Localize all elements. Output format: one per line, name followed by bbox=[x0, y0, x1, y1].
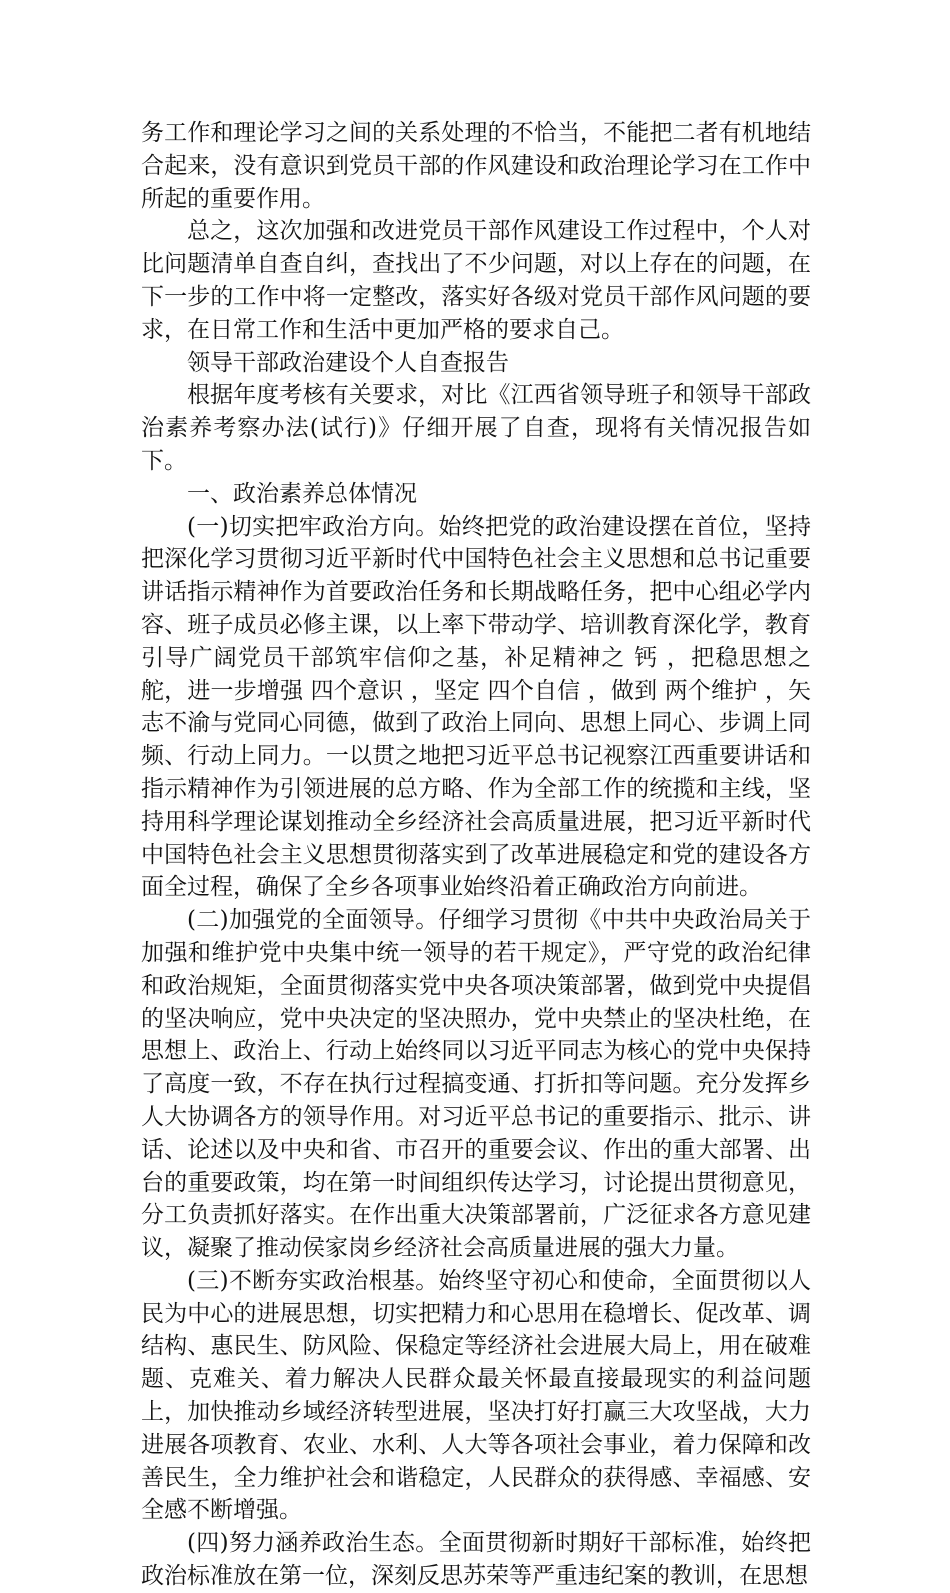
paragraph-item-1: (一)切实把牢政治方向。始终把党的政治建设摆在首位，坚持把深化学习贯彻习近平新时代中国特色社会主义思想和总书记重要讲话指示精神作为首要政治任务和长期战略任务，把中心组必学内容、班子成员必修主课，以上率下带动学、培训教育深化学，教育引导广阔党员干部筑牢信仰之基，补足精神之 钙 ，把稳思想之舵，进一步增强 四个意识 ，坚定 四个自信 ，做到 两个维护 ，矢志不渝与党同心同德，做到了政治上同向、思想上同心、步调上同频、行动上同力。一以贯之地把习近平总书记视察江西重要讲话和指示精神作为引领进展的总方略、作为全部工作的统揽和主线，坚持用科学理论谋划推动全乡经济社会高质量进展，把习近平新时代中国特色社会主义思想贯彻落实到了改革进展稳定和党的建设各方面全过程，确保了全乡各项事业始终沿着正确政治方向前进。 bbox=[141, 513, 811, 901]
paragraph-continuation: 务工作和理论学习之间的关系处理的不恰当，不能把二者有机地结合起来，没有意识到党员干部的作风建设和政治理论学习在工作中所起的重要作用。 bbox=[141, 120, 811, 212]
document-page bbox=[141, 117, 811, 1593]
paragraph-intro: 根据年度考核有关要求，对比《江西省领导班子和领导干部政治素养考察办法(试行)》仔细开展了自查，现将有关情况报告如下。 bbox=[141, 382, 811, 474]
paragraph-item-2: (二)加强党的全面领导。仔细学习贯彻《中共中央政治局关于加强和维护党中央集中统一领导的若干规定》，严守党的政治纪律和政治规矩，全面贯彻落实党中央各项决策部署，做到党中央提倡的坚决响应，党中央决定的坚决照办，党中央禁止的坚决杜绝，在思想上、政治上、行动上始终同以习近平同志为核心的党中央保持了高度一致，不存在执行过程搞变通、打折扣等问题。充分发挥乡人大协调各方的领导作用。对习近平总书记的重要指示、批示、讲话、论述以及中央和省、市召开的重要会议、作出的重大部署、出台的重要政策，均在第一时间组织传达学习，讨论提出贯彻意见，分工负责抓好落实。在作出重大决策部署前，广泛征求各方意见建议，凝聚了推动侯家岗乡经济社会高质量进展的强大力量。 bbox=[141, 907, 811, 1262]
report-title: 领导干部政治建设个人自查报告 bbox=[187, 349, 509, 376]
paragraph-item-3: (三)不断夯实政治根基。始终坚守初心和使命，全面贯彻以人民为中心的进展思想，切实把精力和心思用在稳增长、促改革、调结构、惠民生、防风险、保稳定等经济社会进展大局上，用在破难题、克难关、着力解决人民群众最关怀最直接最现实的利益问题上，加快推动乡域经济转型进展，坚决打好打赢三大攻坚战，大力进展各项教育、农业、水利、人大等各项社会事业，着力保障和改善民生，全力维护社会和谐稳定，人民群众的获得感、幸福感、安全感不断增强。 bbox=[141, 1267, 811, 1524]
section-heading-1: 一、政治素养总体情况 bbox=[187, 480, 417, 507]
paragraph-summary: 总之，这次加强和改进党员干部作风建设工作过程中，个人对比问题清单自查自纠，查找出了不少问题，对以上存在的问题，在下一步的工作中将一定整改，落实好各级对党员干部作风问题的要求，在日常工作和生活中更加严格的要求自己。 bbox=[141, 218, 811, 343]
paragraph-item-4: (四)努力涵养政治生态。全面贯彻新时期好干部标准，始终把政治标准放在第一位，深刻反思苏荣等严重违纪案的教训，在思想 bbox=[141, 1530, 811, 1590]
